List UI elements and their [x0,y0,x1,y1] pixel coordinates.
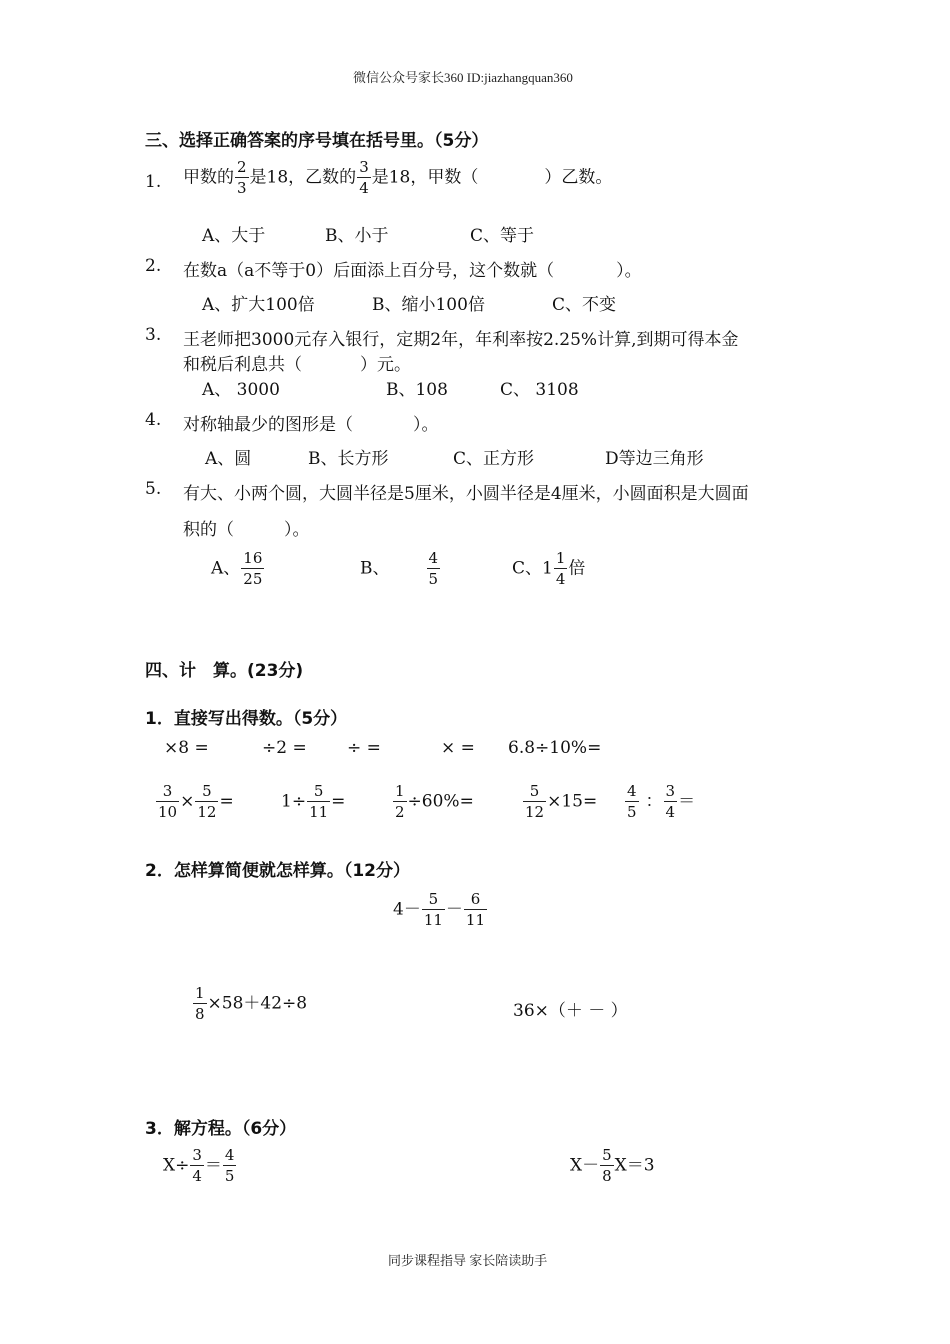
calc-row1-item-5: 6.8÷10%= [508,738,602,758]
part-1-title: 1．直接写出得数。（5分） [145,709,348,729]
page-header: 微信公众号家长360 ID:jiazhangquan360 [353,70,573,85]
q4-number: 4. [145,410,162,430]
calc-row1-item-1: ×8 = [164,738,209,758]
q3-option-b: B、108 [386,380,448,400]
calc-row2-item-3: $\frac{1}{2}$ ÷60%= [395,782,474,821]
calc-row1-item-4: × = [441,738,475,758]
part-3-title: 3．解方程。（6分） [145,1119,297,1139]
q1-stem [183,160,612,196]
q5-option-c: C、1 $\frac{1}{4}$ 倍 [512,549,586,588]
calc-row2-item-4: $\frac{5}{12}$ ×15= [525,782,598,821]
q5-option-a: A、 $\frac{16}{25}$ [211,549,263,588]
section-4-title: 四、计 算。(23分) [145,661,304,681]
q3-line-1: 王老师把3000元存入银行，定期2年，年利率按2.25%计算,到期可得本金 [183,330,739,350]
q2-option-c: C、不变 [552,295,617,315]
equation-1: X÷ $\frac{3}{4}$ ＝ $\frac{4}{5}$ [163,1146,235,1185]
q1-option-c: C、等于 [470,226,535,246]
q3-option-a: A、 3000 [202,380,280,400]
simplify-expr-3: 36×（＋ － ） [513,1001,628,1021]
calc-row2-item-1: $\frac{3}{10}$ × $\frac{5}{12}$ = [158,782,234,821]
q2-number: 2. [145,256,162,276]
calc-row2-item-2: 1÷ $\frac{5}{11}$ = [281,782,346,821]
q1-fraction-2: $\frac{3}{4}$ [359,158,369,197]
calc-row1-item-3: ÷ = [347,738,381,758]
q3-number: 3. [145,325,162,345]
q2-stem: 在数a（a不等于0）后面添上百分号，这个数就（ ）。 [183,261,642,281]
calc-row1-item-2: ÷2 = [262,738,307,758]
q1-fraction-1: $\frac{2}{3}$ [237,158,247,197]
q1-text-1: 甲数的 [183,167,234,188]
page-footer: 同步课程指导 家长陪读助手 [388,1253,548,1268]
equation-2: X－ $\frac{5}{8}$ X＝3 [570,1146,655,1185]
section-3-title: 三、选择正确答案的序号填在括号里。（5分） [145,131,489,151]
simplify-expr-2: $\frac{1}{8}$ ×58＋42÷8 [195,984,308,1023]
q1-option-b: B、小于 [325,226,389,246]
q2-option-b: B、缩小100倍 [372,295,485,315]
q4-option-a: A、圆 [205,449,252,469]
simplify-expr-1: 4－ $\frac{5}{11}$ － $\frac{6}{11}$ [393,890,486,929]
q4-option-b: B、长方形 [308,449,389,469]
q3-option-c: C、 3108 [500,380,579,400]
q2-option-a: A、扩大100倍 [202,295,315,315]
q4-option-d: D等边三角形 [605,449,704,469]
q5-line-1: 有大、小两个圆，大圆半径是5厘米，小圆半径是4厘米，小圆面积是大圆面 [183,484,749,504]
q1-text-4: ）乙数。 [544,167,613,188]
q1-number: 1. [145,172,162,192]
q3-line-2: 和税后利息共（ ）元。 [183,355,411,375]
calc-row2-item-5: $\frac{4}{5}$ ： $\frac{3}{4}$ ＝ [627,782,696,821]
q4-stem: 对称轴最少的图形是（ ）。 [183,415,439,435]
q5-number: 5. [145,479,162,499]
q5-option-b: B、 $\frac{4}{5}$ [360,549,439,588]
q5-line-2: 积的（ ）。 [183,520,310,540]
q1-text-3: 是18，甲数（ [371,167,479,188]
part-2-title: 2．怎样算简便就怎样算。（12分） [145,861,410,881]
q1-text-2: 是18，乙数的 [249,167,357,188]
q4-option-c: C、正方形 [453,449,535,469]
q1-option-a: A、大于 [202,226,266,246]
